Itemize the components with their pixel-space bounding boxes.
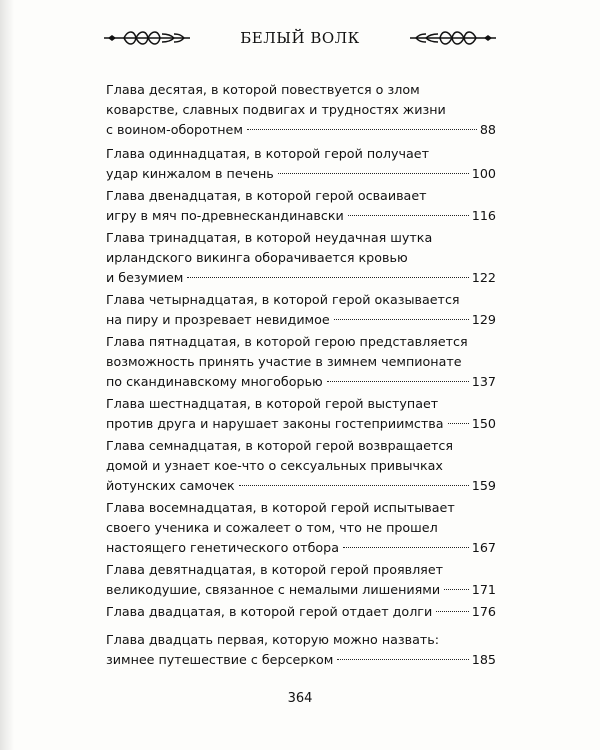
toc-entry — [106, 186, 496, 226]
toc-entry — [106, 560, 496, 600]
toc-entry-line: Глава пятнадцатая, в которой герою представляется — [106, 334, 468, 349]
toc-entry — [106, 228, 496, 288]
toc-entry-line: Глава одиннадцатая, в которой герой получает — [106, 146, 429, 161]
page-number: 364 — [287, 691, 313, 706]
toc-entry-line: Глава шестнадцатая, в которой герой выступает — [106, 396, 439, 411]
toc-entry-text: против друга и нарушает законы гостеприимства — [106, 416, 444, 431]
toc-page-number: 167 — [471, 540, 496, 555]
toc-page-number: 150 — [471, 416, 496, 431]
toc-entry — [106, 602, 496, 622]
toc-entry-last-line — [106, 602, 496, 622]
toc-entry-line: домой и узнает кое-что о сексуальных привычках — [106, 458, 443, 473]
toc-entry-last-line — [106, 476, 496, 496]
toc-entry-text: игру в мяч по-древнескандинавски — [106, 208, 344, 223]
dot-leader — [327, 381, 469, 382]
toc-entry-last-line — [106, 650, 496, 670]
dot-leader — [444, 589, 469, 590]
toc-page-number: 116 — [471, 208, 496, 223]
dot-leader — [334, 319, 469, 320]
toc-entry — [106, 144, 496, 184]
toc-entry — [106, 498, 496, 558]
right-ornament-icon — [410, 30, 496, 46]
toc-entry-last-line — [106, 310, 496, 330]
dot-leader — [278, 173, 469, 174]
toc-entry-last-line — [106, 120, 496, 140]
toc-entry-text: настоящего генетического отбора — [106, 540, 339, 555]
toc-entry — [106, 332, 496, 392]
toc-entry-line: Глава четырнадцатая, в которой герой оказывается — [106, 292, 460, 307]
toc-entry-line: Глава восемнадцатая, в которой герой испытывает — [106, 500, 455, 515]
toc-page-number: 100 — [471, 166, 496, 181]
dot-leader — [239, 485, 469, 486]
toc-entry-text: Глава двадцатая, в которой герой отдает долги — [106, 604, 433, 619]
page-edge-shadow — [0, 0, 14, 750]
toc-page-number: 88 — [479, 122, 496, 137]
dot-leader — [247, 129, 477, 130]
toc-entry-last-line — [106, 164, 496, 184]
toc-entry-last-line — [106, 206, 496, 226]
book-title: БЕЛЫЙ ВОЛК — [240, 29, 360, 47]
dot-leader — [348, 215, 469, 216]
toc-entry-line: ирландского викинга оборачивается кровью — [106, 250, 408, 265]
toc-page-number: 176 — [471, 604, 496, 619]
toc-page-number: 137 — [471, 374, 496, 389]
toc-entry-line: Глава семнадцатая, в которой герой возвращается — [106, 438, 453, 453]
dot-leader — [187, 277, 468, 278]
toc-entry-text: по скандинавскому многоборью — [106, 374, 323, 389]
toc-entry-last-line — [106, 538, 496, 558]
dot-leader — [343, 547, 469, 548]
toc-entry — [106, 80, 496, 140]
toc-entry-last-line — [106, 414, 496, 434]
toc-page-number: 129 — [471, 312, 496, 327]
toc-entry-last-line — [106, 580, 496, 600]
toc-entry-last-line — [106, 268, 496, 288]
toc-entry-line: возможность принять участие в зимнем чемпионате — [106, 354, 462, 369]
toc-entry-text: удар кинжалом в печень — [106, 166, 274, 181]
toc-page-number: 171 — [471, 582, 496, 597]
toc-entry-line: Глава двадцать первая, которую можно назвать: — [106, 632, 440, 647]
toc-entry — [106, 290, 496, 330]
running-header — [0, 26, 600, 56]
toc-entry-text: с воином-оборотнем — [106, 122, 243, 137]
toc-page-number: 122 — [471, 270, 496, 285]
toc-entry — [106, 436, 496, 496]
toc-entry-line: коварстве, славных подвигах и трудностях жизни — [106, 102, 446, 117]
dot-leader — [337, 659, 468, 660]
toc-entry-text: на пиру и прозревает невидимое — [106, 312, 330, 327]
toc-entry-last-line — [106, 372, 496, 392]
dot-leader — [448, 423, 469, 424]
toc-entry-text: йотунских самочек — [106, 478, 235, 493]
toc-entry-line: Глава девятнадцатая, в которой герой проявляет — [106, 562, 444, 577]
toc-entry-line: своего ученика и сожалеет о том, что не прошел — [106, 520, 438, 535]
toc-entry-line: Глава тринадцатая, в которой неудачная шутка — [106, 230, 433, 245]
toc-entry-line: Глава двенадцатая, в которой герой осваивает — [106, 188, 427, 203]
toc-entry-text: великодушие, связанное с немалыми лишениями — [106, 582, 441, 597]
toc-entry-text: и безумием — [106, 270, 184, 285]
dot-leader — [436, 611, 469, 612]
toc-page-number: 185 — [471, 652, 496, 667]
toc-entry — [106, 394, 496, 434]
toc-entry-text: зимнее путешествие с берсерком — [106, 652, 334, 667]
toc-page-number: 159 — [471, 478, 496, 493]
toc-entry — [106, 630, 496, 670]
toc-entry-line: Глава десятая, в которой повествуется о злом — [106, 82, 420, 97]
